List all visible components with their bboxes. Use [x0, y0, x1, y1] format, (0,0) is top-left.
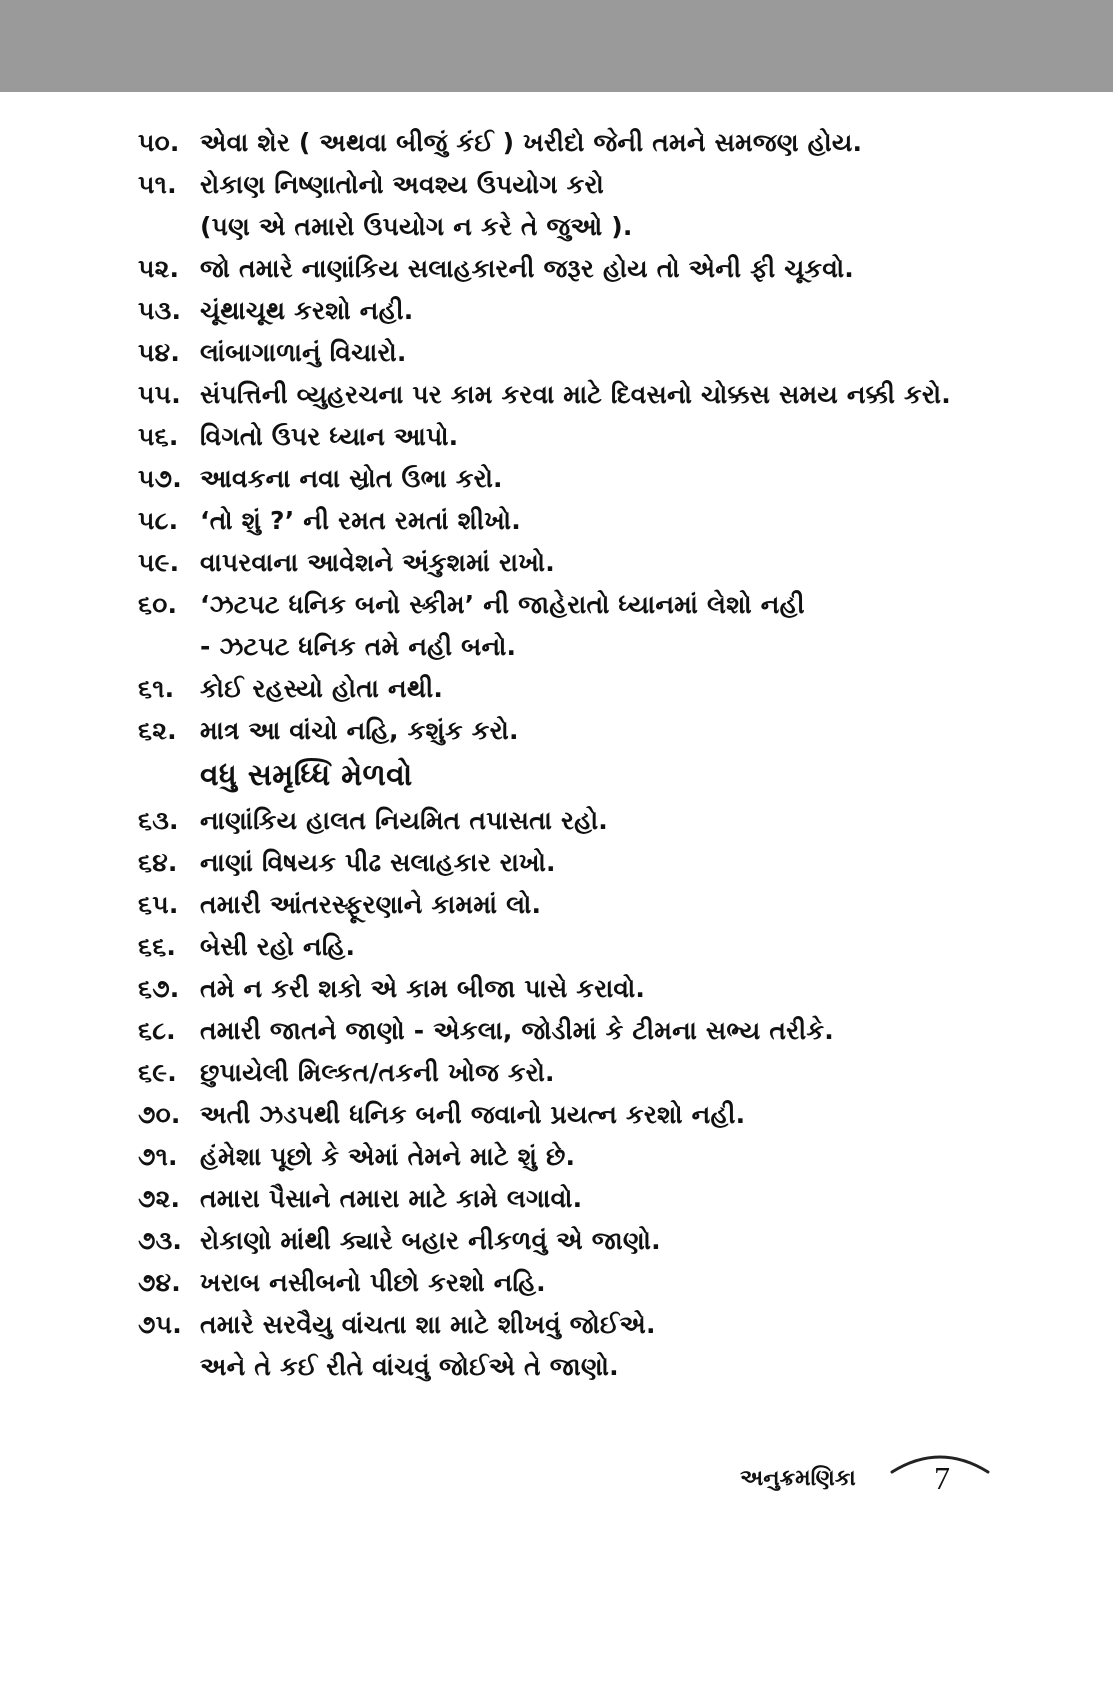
item-text: રોકાણો માંથી ક્યારે બહાર નીકળવું એ જાણો.: [200, 1226, 661, 1255]
item-text: અને તે કઈ રીતે વાંચવું જોઈએ તે જાણો.: [200, 1352, 619, 1381]
list-item: [138, 668, 1038, 710]
item-number: ૬૯.: [138, 1058, 177, 1087]
item-text: ‘ઝટપટ ધનિક બનો સ્કીમ’ ની જાહેરાતો ધ્યાનમાં લેશો નહી: [200, 590, 805, 619]
page-content: [138, 122, 1038, 1388]
list-item: [138, 416, 1038, 458]
list-item: [138, 800, 1038, 842]
page-footer: [740, 1440, 1000, 1510]
item-number: ૫૩.: [138, 296, 182, 325]
item-text: (પણ એ તમારો ઉપયોગ ન કરે તે જુઓ ).: [200, 212, 633, 241]
item-number: ૫૦.: [138, 128, 180, 157]
item-text: નાણાંકિય હાલત નિયમિત તપાસતા રહો.: [200, 806, 608, 835]
section-heading-row: [138, 752, 1038, 800]
item-text: કોઈ રહસ્યો હોતા નથી.: [200, 674, 444, 703]
item-text: નાણાં વિષયક પીઢ સલાહકાર રાખો.: [200, 848, 556, 877]
item-number: ૭૦.: [138, 1100, 181, 1129]
list-item: [138, 122, 1038, 164]
list-item: [138, 884, 1038, 926]
item-text: તમારા પૈસાને તમારા માટે કામે લગાવો.: [200, 1184, 583, 1213]
list-item: [138, 290, 1038, 332]
list-item: [138, 1304, 1038, 1346]
item-number: ૬૩.: [138, 806, 179, 835]
item-text: રોકાણ નિષ્ણાતોનો અવશ્ય ઉપયોગ કરો: [200, 170, 604, 199]
list-item: [138, 842, 1038, 884]
list-item: [138, 926, 1038, 968]
item-text: એવા શેર ( અથવા બીજું કંઈ ) ખરીદો જેની તમને સમજણ હોય.: [200, 128, 863, 157]
item-number: ૬૨.: [138, 716, 177, 745]
header-band: [0, 0, 1113, 92]
item-number: ૬૭.: [138, 974, 180, 1003]
list-item: [138, 710, 1038, 752]
list-item-continuation: [138, 1346, 1038, 1388]
item-text: તમે ન કરી શકો એ કામ બીજા પાસે કરાવો.: [200, 974, 646, 1003]
item-text: માત્ર આ વાંચો નહિ, કશુંક કરો.: [200, 716, 519, 745]
item-text: તમારી જાતને જાણો - એકલા, જોડીમાં કે ટીમના સભ્ય તરીકે.: [200, 1016, 834, 1045]
list-item: [138, 164, 1038, 206]
item-text: બેસી રહો નહિ.: [200, 932, 356, 961]
list-item: [138, 1178, 1038, 1220]
list-item-continuation: [138, 626, 1038, 668]
item-number: ૫૯.: [138, 548, 180, 577]
item-text: છુપાયેલી મિલ્કત/તકની ખોજ કરો.: [200, 1058, 555, 1087]
item-text: આવકના નવા સ્રોત ઉભા કરો.: [200, 464, 503, 493]
item-number: ૫૬.: [138, 422, 179, 451]
list-item: [138, 1220, 1038, 1262]
list-item: [138, 332, 1038, 374]
item-number: ૭૫.: [138, 1310, 182, 1339]
list-item: [138, 584, 1038, 626]
item-number: ૬૪.: [138, 848, 178, 877]
item-text: અતી ઝડપથી ધનિક બની જવાનો પ્રયત્ન કરશો નહી.: [200, 1100, 746, 1129]
page-number: 7: [934, 1460, 950, 1496]
item-number: ૫૮.: [138, 506, 179, 535]
item-number: ૭૪.: [138, 1268, 181, 1297]
list-item: [138, 968, 1038, 1010]
item-text: હંમેશા પૂછો કે એમાં તેમને માટે શું છે.: [200, 1142, 576, 1171]
list-item-continuation: [138, 206, 1038, 248]
item-number: ૬૫.: [138, 890, 179, 919]
list-item: [138, 542, 1038, 584]
item-text: ખરાબ નસીબનો પીછો કરશો નહિ.: [200, 1268, 546, 1297]
list-item: [138, 1052, 1038, 1094]
list-item: [138, 500, 1038, 542]
item-text: સંપત્તિની વ્યુહરચના પર કામ કરવા માટે દિવસનો ચોક્કસ સમય નક્કી કરો.: [200, 380, 951, 409]
item-text: તમારી આંતરસ્ફૂરણાને કામમાં લો.: [200, 890, 542, 919]
item-text: ચૂંથાચૂથ કરશો નહી.: [200, 296, 414, 325]
list-item: [138, 374, 1038, 416]
item-number: ૫૧.: [138, 170, 177, 199]
item-number: ૬૦.: [138, 590, 178, 619]
list-item: [138, 458, 1038, 500]
item-number: ૭૧.: [138, 1142, 178, 1171]
section-heading: વધુ સમૃધ્ધિ મેળવો: [200, 758, 413, 793]
item-text: વાપરવાના આવેશને અંકુશમાં રાખો.: [200, 548, 555, 577]
item-text: ‘તો શું ?’ ની રમત રમતાં શીખો.: [200, 506, 521, 535]
item-text: લાંબાગાળાનું વિચારો.: [200, 338, 407, 367]
item-number: ૬૧.: [138, 674, 175, 703]
list-item: [138, 1262, 1038, 1304]
item-number: ૫૨.: [138, 254, 180, 283]
list-item: [138, 1010, 1038, 1052]
item-text: જો તમારે નાણાંકિય સલાહકારની જરૂર હોય તો એની ફી ચૂકવો.: [200, 254, 855, 283]
list-item: [138, 1136, 1038, 1178]
footer-title: અનુક્રમણિકા: [740, 1466, 856, 1491]
item-number: ૫૫.: [138, 380, 181, 409]
item-number: ૬૬.: [138, 932, 177, 961]
list-item: [138, 1094, 1038, 1136]
item-number: ૬૮.: [138, 1016, 176, 1045]
item-text: - ઝટપટ ધનિક તમે નહી બનો.: [200, 632, 517, 661]
item-number: ૫૪.: [138, 338, 181, 367]
item-number: ૭૨.: [138, 1184, 181, 1213]
item-number: ૭૩.: [138, 1226, 183, 1255]
item-text: તમારે સરવૈયુ વાંચતા શા માટે શીખવું જોઈએ.: [200, 1310, 656, 1339]
list-item: [138, 248, 1038, 290]
item-number: ૫૭.: [138, 464, 182, 493]
item-text: વિગતો ઉપર ધ્યાન આપો.: [200, 422, 459, 451]
